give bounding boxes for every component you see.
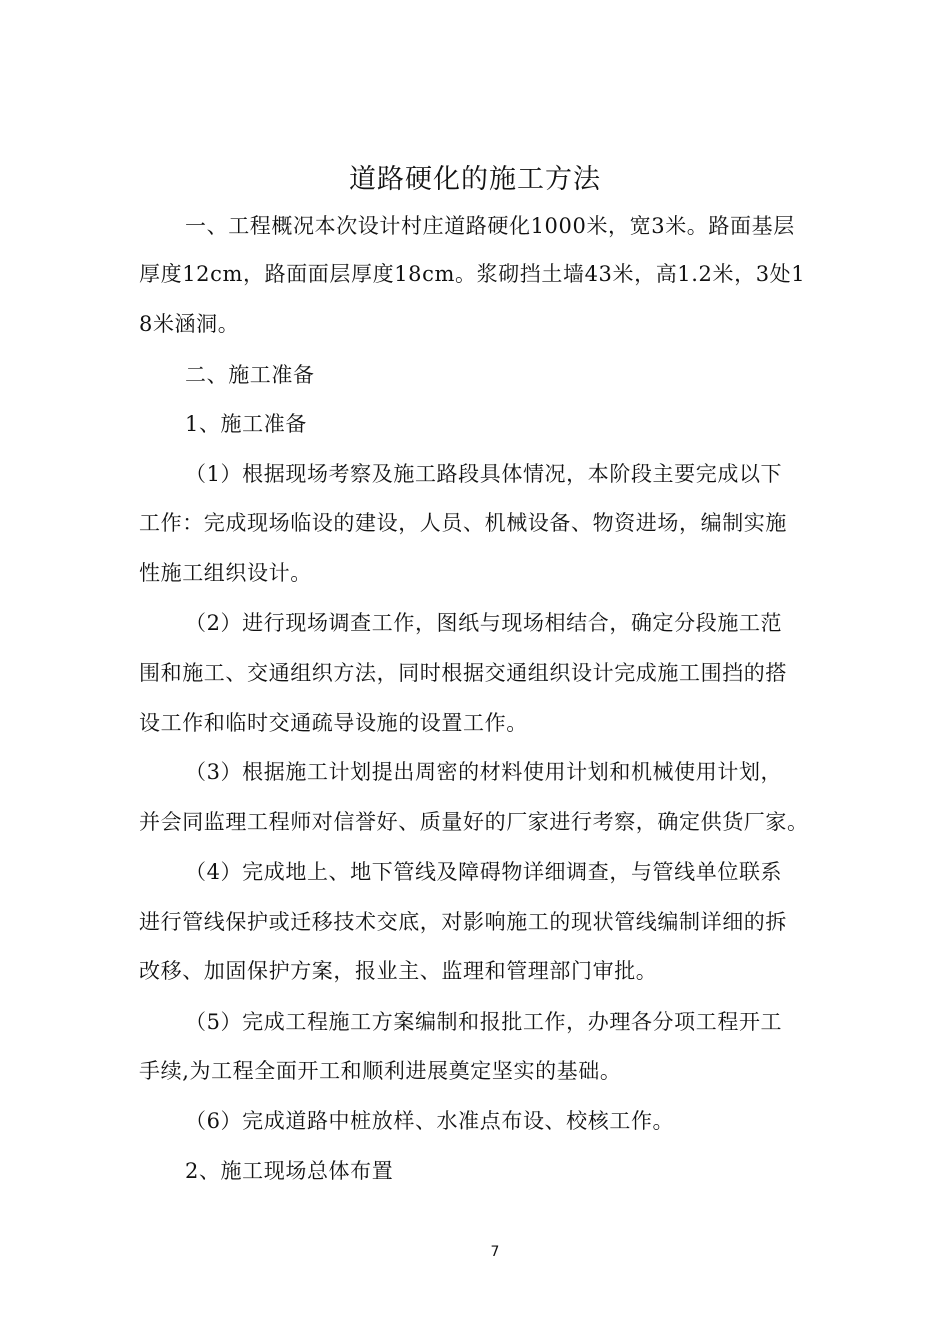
paragraph-line: 8米涵洞。	[139, 312, 240, 336]
paragraph-line: （3）根据施工计划提出周密的材料使用计划和机械使用计划，	[185, 760, 783, 784]
paragraph-line: 厚度12cm，路面面层厚度18cm。浆砌挡土墙43米，高1.2米，3处1	[139, 262, 806, 286]
paragraph-line: （6）完成道路中桩放样、水准点布设、校核工作。	[185, 1109, 675, 1133]
subsection-heading: 1、施工准备	[185, 412, 307, 436]
paragraph-line: （5）完成工程施工方案编制和报批工作，办理各分项工程开工	[185, 1010, 783, 1034]
paragraph-line: 进行管线保护或迁移技术交底，对影响施工的现状管线编制详细的拆	[139, 910, 787, 934]
paragraph-line: 设工作和临时交通疏导设施的设置工作。	[139, 711, 528, 735]
document-title: 道路硬化的施工方法	[349, 164, 601, 195]
paragraph-line: （4）完成地上、地下管线及障碍物详细调查，与管线单位联系	[185, 860, 783, 884]
paragraph-line: 改移、加固保护方案，报业主、监理和管理部门审批。	[139, 959, 658, 983]
page-number: 7	[490, 1244, 500, 1260]
section-heading: 二、施工准备	[185, 363, 315, 387]
paragraph-line: 一、工程概况本次设计村庄道路硬化1000米，宽3米。路面基层	[185, 214, 795, 238]
subsection-heading: 2、施工现场总体布置	[185, 1159, 394, 1183]
paragraph-line: 围和施工、交通组织方法，同时根据交通组织设计完成施工围挡的搭	[139, 661, 787, 685]
paragraph-line: （2）进行现场调查工作，图纸与现场相结合，确定分段施工范	[185, 611, 783, 635]
paragraph-line: 性施工组织设计。	[139, 561, 312, 585]
paragraph-line: 并会同监理工程师对信誉好、质量好的厂家进行考察，确定供货厂家。	[139, 810, 809, 834]
paragraph-line: （1）根据现场考察及施工路段具体情况，本阶段主要完成以下	[185, 462, 783, 486]
paragraph-line: 工作：完成现场临设的建设，人员、机械设备、物资进场，编制实施	[139, 511, 787, 535]
paragraph-line: 手续,为工程全面开工和顺利进展奠定坚实的基础。	[139, 1059, 622, 1083]
